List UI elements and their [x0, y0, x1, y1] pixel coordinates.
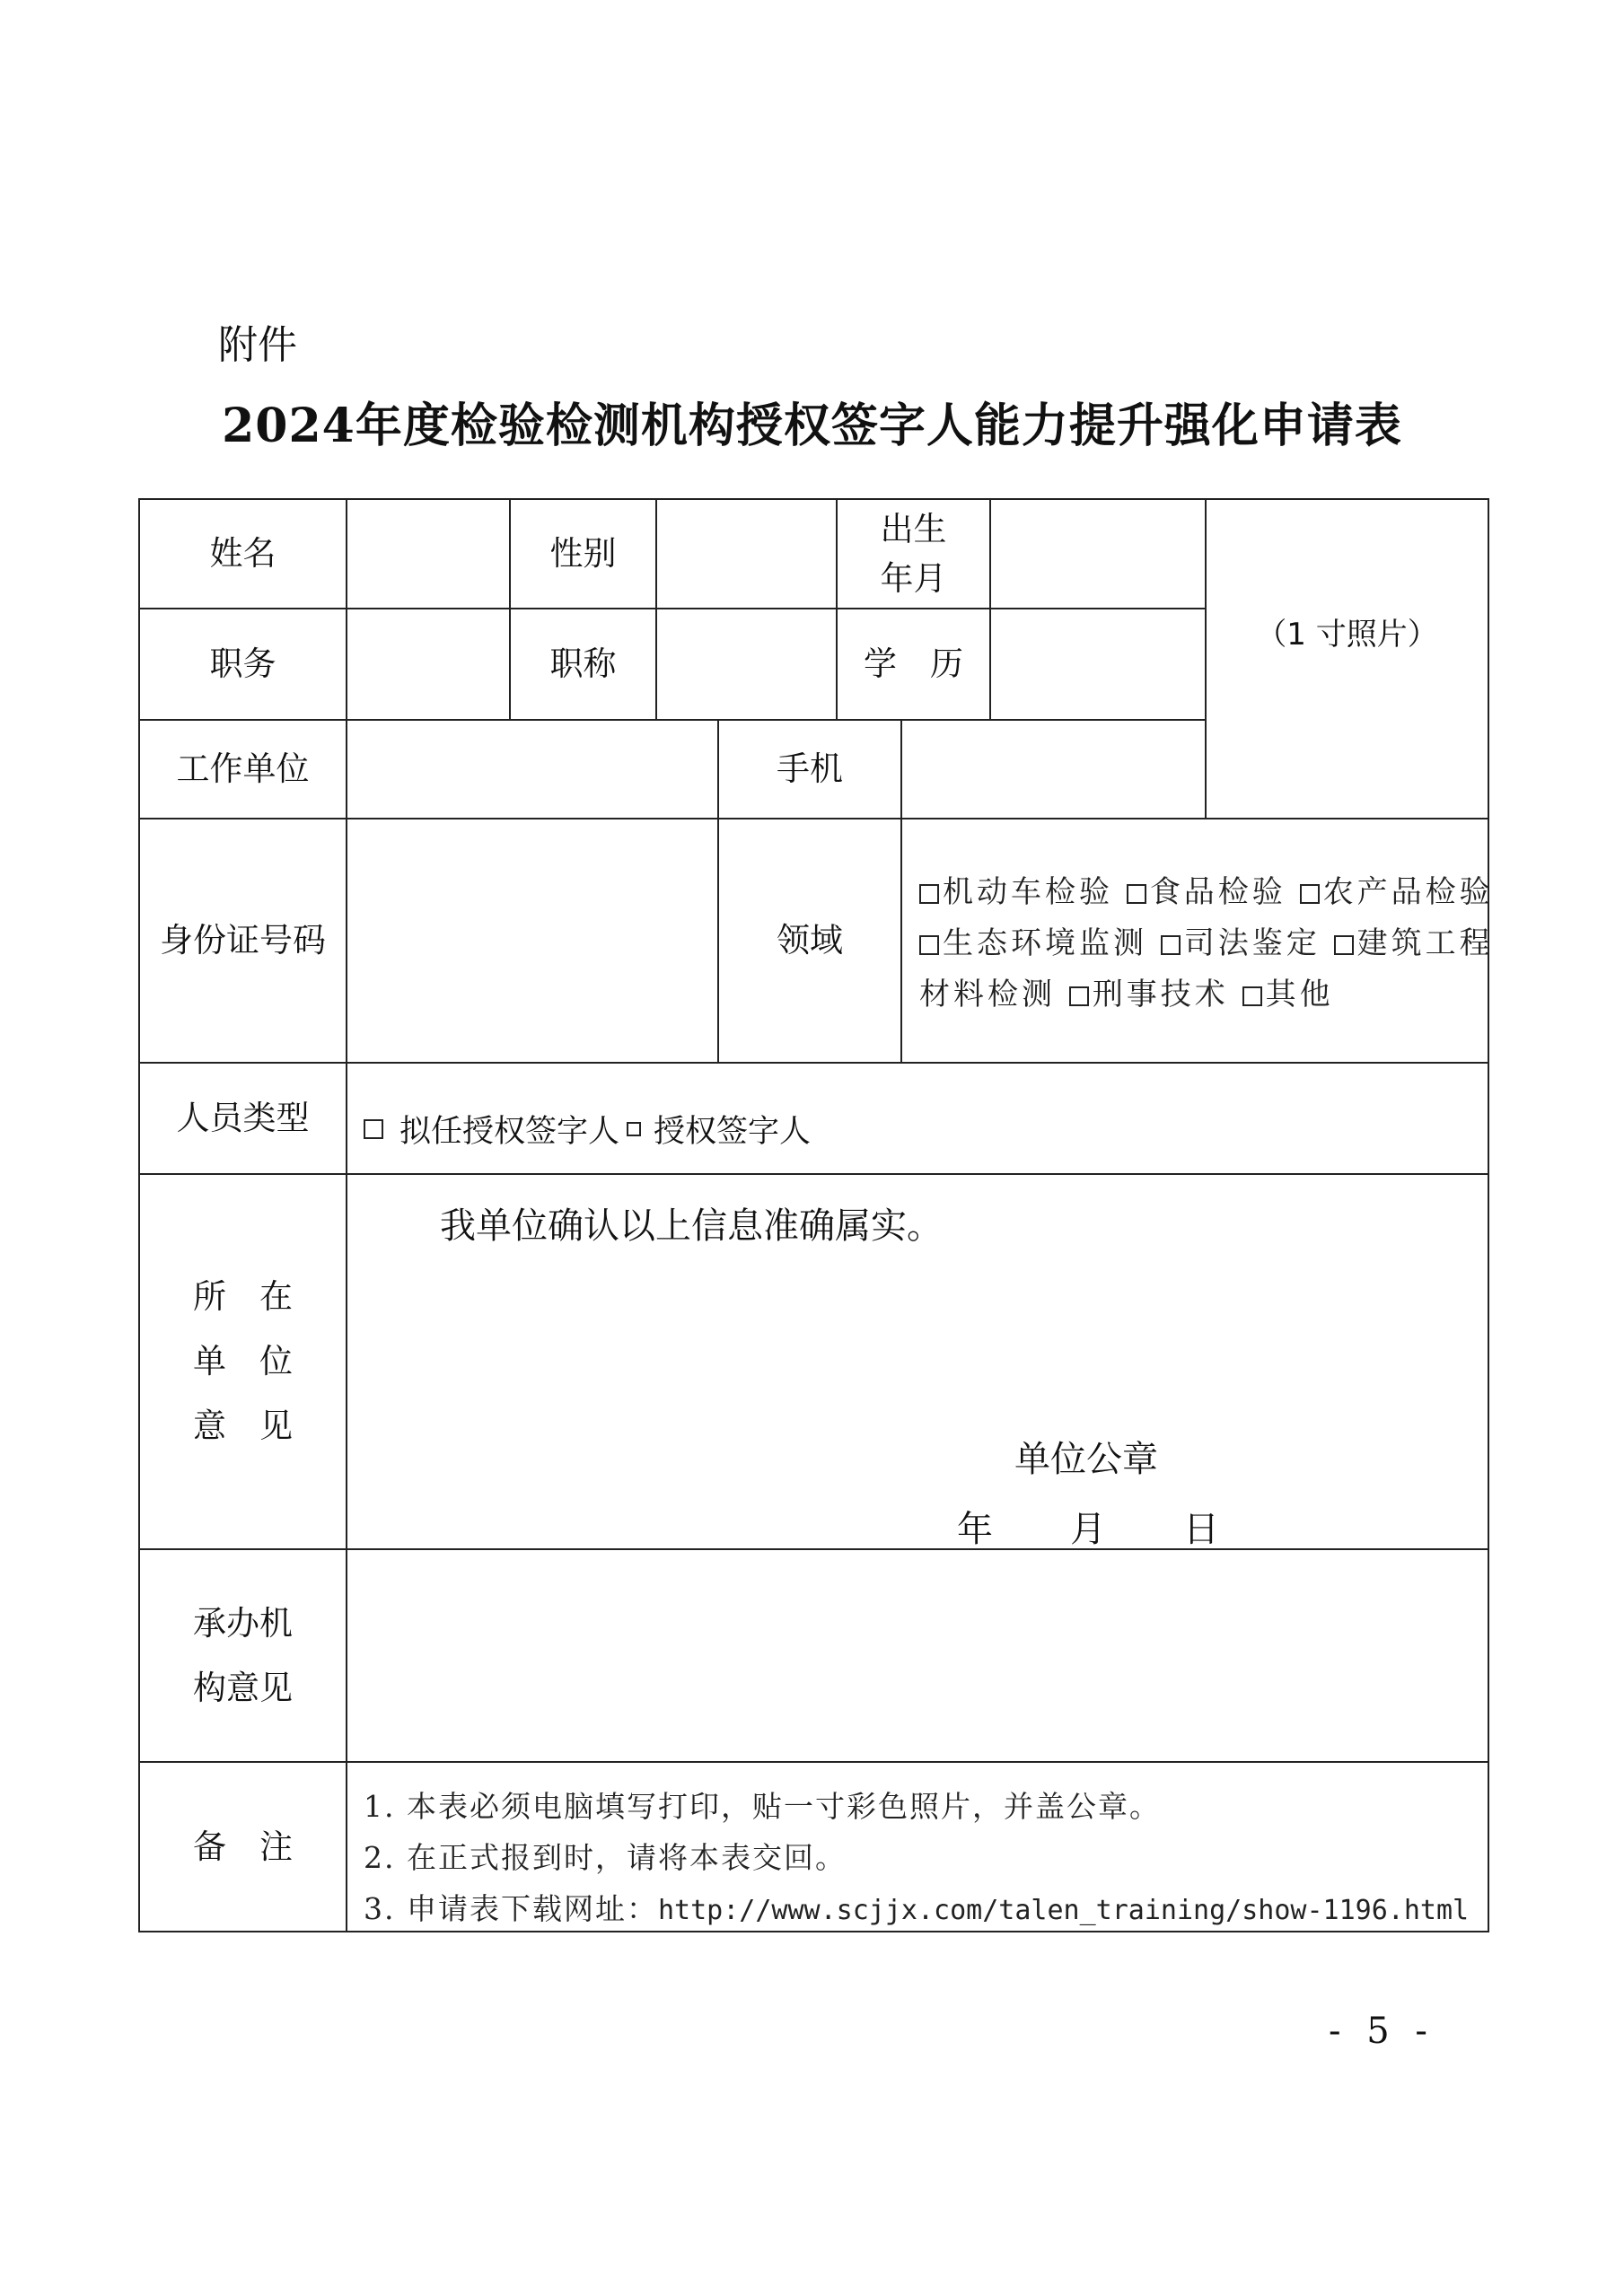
field-label: 领域: [777, 921, 843, 960]
field-option[interactable]: 其他: [1242, 977, 1334, 1012]
unit-opinion-label-line: 所 在: [193, 1277, 293, 1316]
photo-placeholder: （1 寸照片）: [1256, 616, 1438, 653]
day-label: 日: [1183, 1509, 1219, 1550]
person-type-options: [364, 1102, 814, 1156]
remarks-label: 备 注: [193, 1827, 293, 1866]
year-label: 年: [957, 1509, 993, 1550]
remark-item: 1. 本表必须电脑填写打印，贴一寸彩色照片，并盖公章。: [364, 1789, 1161, 1824]
person-type-label: 人员类型: [176, 1099, 310, 1138]
position-label: 职务: [209, 644, 277, 684]
form-title: 2024年度检验检测机构授权签字人能力提升强化申请表: [222, 399, 1402, 453]
field-option[interactable]: 机动车检验: [919, 874, 1113, 910]
checkbox-icon: [1242, 986, 1262, 1006]
person-type-option: 授权签字人: [654, 1114, 812, 1150]
field-option[interactable]: 刑事技术: [1069, 977, 1229, 1012]
birth-label: [838, 500, 989, 608]
field-option[interactable]: 农产品检验: [1300, 874, 1494, 910]
organizer-opinion-label-line: 承办机: [193, 1603, 293, 1643]
birth-label-line1: 出生: [880, 509, 947, 548]
date-line: [957, 1501, 1296, 1552]
name-label: 姓名: [209, 534, 277, 574]
remark-text: 3. 申请表下载网址：: [364, 1891, 658, 1926]
checkbox-icon: [1300, 884, 1320, 904]
download-link[interactable]: http://www.scjjx.com/talen_training/show-1196.html: [657, 1895, 1470, 1926]
field-option[interactable]: 建筑工程材料检测: [919, 925, 1494, 1012]
field-option[interactable]: 食品检验: [1127, 874, 1286, 910]
id-number-label: 身份证号码: [160, 921, 326, 960]
remarks-list: [364, 1781, 1469, 1936]
employer-label: 工作单位: [176, 749, 310, 789]
unit-confirmation-text: 我单位确认以上信息准确属实。: [440, 1205, 943, 1247]
checkbox-icon: [919, 884, 939, 904]
attachment-label: 附件: [218, 322, 297, 368]
professional-title-label: 职称: [549, 644, 617, 684]
birth-label-line2: 年月: [880, 559, 947, 598]
checkbox-icon: [919, 935, 939, 955]
remark-item: 2. 在正式报到时，请将本表交回。: [364, 1840, 847, 1875]
unit-opinion-label-line: 意 见: [193, 1407, 293, 1445]
checkbox-icon: [1069, 986, 1089, 1006]
gender-label: 性别: [549, 534, 617, 574]
unit-opinion-label-line: 单 位: [193, 1342, 293, 1380]
field-option[interactable]: 司法鉴定: [1161, 925, 1321, 961]
organizer-opinion-label: [140, 1550, 346, 1761]
unit-seal-label: 单位公章: [1014, 1439, 1158, 1480]
checkbox-icon: [1127, 884, 1146, 904]
unit-opinion-label: [140, 1175, 346, 1548]
mobile-label: 手机: [777, 749, 843, 789]
education-label: 学 历: [864, 644, 963, 684]
checkbox-icon[interactable]: [364, 1119, 383, 1139]
checkbox-icon[interactable]: [627, 1122, 641, 1136]
checkbox-icon: [1161, 935, 1181, 955]
page-number: - 5 -: [1329, 2011, 1435, 2052]
month-label: 月: [1070, 1509, 1106, 1550]
organizer-opinion-label-line: 构意见: [193, 1668, 293, 1707]
checkbox-icon: [1334, 935, 1354, 955]
field-option[interactable]: 生态环境监测: [919, 925, 1147, 961]
field-options: [919, 867, 1494, 1021]
remark-item: [364, 1883, 1469, 1936]
person-type-option: 拟任授权签字人: [399, 1114, 620, 1150]
